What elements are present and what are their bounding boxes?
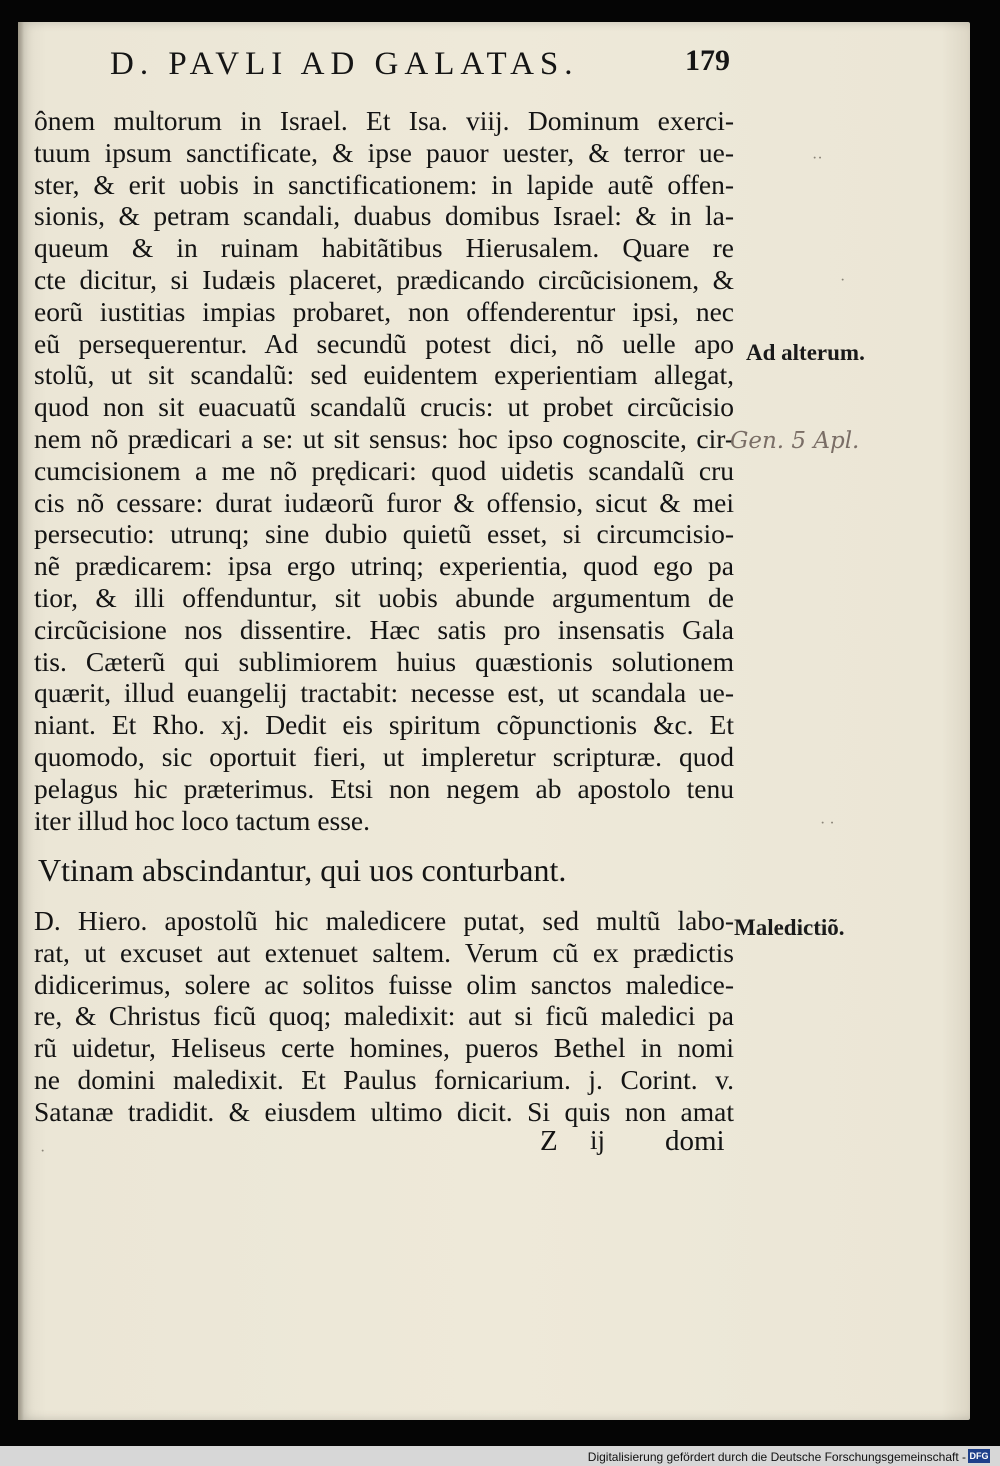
text-line: stolũ, ut sit scandalũ: sed euidentem experientiam allegat, [34, 359, 734, 391]
text-line: Satanæ tradidit. & eiusdem ultimo dicit. Si quis non amat [34, 1095, 734, 1127]
dfg-logo: DFG [969, 1451, 989, 1461]
folio-number: 179 [685, 44, 730, 77]
ink-speck: · [40, 1143, 46, 1160]
text-line: circũcisione nos dissentire. Hæc satis pro insensatis Gala [34, 613, 734, 645]
main-text-block [34, 105, 734, 836]
text-line: eorũ iustitias impias probaret, non offenderentur ipsi, nec [34, 295, 734, 327]
text-line: cis nõ cessare: durat iudæorũ furor & offensio, sicut & mei [34, 486, 734, 518]
ink-speck: · · [820, 815, 835, 832]
text-line: nem nõ prædicari a se: ut sit sensus: hoc ipso cognoscite, cir- [34, 422, 734, 454]
text-line: ne domini maledixit. Et Paulus fornicarium. j. Corint. v. [34, 1063, 734, 1095]
text-line: re, & Christus ficũ quoq; maledixit: aut si ficũ maledici pa [34, 1000, 734, 1032]
text-line: rat, ut excuset aut extenuet saltem. Verum cũ ex prædictis [34, 936, 734, 968]
gutter-shadow [18, 22, 24, 1420]
text-line: D. Hiero. apostolũ hic maledicere putat, sed multũ labo- [34, 905, 734, 936]
text-line: rũ uidetur, Heliseus certe homines, pueros Bethel in nomi [34, 1032, 734, 1064]
catchword: domi [665, 1125, 725, 1157]
text-line: sionis, & petram scandali, duabus domibus Israel: & in la- [34, 200, 734, 232]
text-line: persecutio: utrunq; sine dubio quietũ esset, si circumcisio- [34, 518, 734, 550]
text-line: queum & in ruinam habitãtibus Hierusalem. Quare re [34, 232, 734, 264]
text-line: tuum ipsum sanctificate, & ipse pauor uester, & terror ue- [34, 136, 734, 168]
text-line: nẽ prædicarem: ipsa ergo utrinq; experientia, quod ego pa [34, 550, 734, 582]
text-line: cte dicitur, si Iudæis placeret, prædicando circũcisionem, & [34, 263, 734, 295]
ink-speck: · [840, 272, 846, 289]
signature-mark: Z [540, 1125, 558, 1157]
page-header [40, 44, 740, 100]
marginal-note-ad-alterum: Ad alterum. [746, 340, 865, 365]
signature-leaf: ij [590, 1125, 606, 1155]
digitization-credit: Digitalisierung gefördert durch die Deutsche Forschungsgemeinschaft - [587, 1450, 966, 1464]
marginal-note-maledictio: Maledictiõ. [734, 915, 845, 940]
running-head: D. PAVLI AD GALATAS. [110, 46, 579, 82]
text-line: quærit, illud euangelij tractabit: necesse est, ut scandala ue- [34, 677, 734, 709]
text-line: ônem multorum in Israel. Et Isa. viij. Dominum exerci- [34, 105, 734, 136]
text-line: pelagus hic præterimus. Etsi non negem ab apostolo tenu [34, 772, 734, 804]
text-line: ster, & erit uobis in sanctificationem: in lapide autẽ offen- [34, 168, 734, 200]
text-line: eũ persequerentur. Ad secundũ potest dici, nõ uelle apo [34, 327, 734, 359]
second-text-block [34, 905, 734, 1128]
text-line: niant. Et Rho. xj. Dedit eis spiritum cõpunctionis &c. Et [34, 709, 734, 741]
text-line: quod non sit euacuatũ scandalũ crucis: ut probet circũcisio [34, 391, 734, 423]
text-line: iter illud hoc loco tactum esse. [34, 804, 371, 836]
text-line: quomodo, sic oportuit fieri, ut impleretur scripturæ. quod [34, 740, 734, 772]
text-line: cumcisionem a me nõ prędicari: quod uidetis scandalũ cru [34, 454, 734, 486]
text-line: tis. Cæterũ qui sublimiorem huius quæstionis solutionem [34, 645, 734, 677]
text-line: didicerimus, solere ac solitos fuisse olim sanctos maledice- [34, 968, 734, 1000]
text-line: tior, & illi offenduntur, sit uobis abunde argumentum de [34, 581, 734, 613]
lemma-heading: Vtinam abscindantur, qui uos conturbant. [38, 852, 567, 888]
ink-speck: ·· [812, 150, 823, 167]
handwritten-annotation: Gen. 5 Apl. [730, 428, 860, 454]
